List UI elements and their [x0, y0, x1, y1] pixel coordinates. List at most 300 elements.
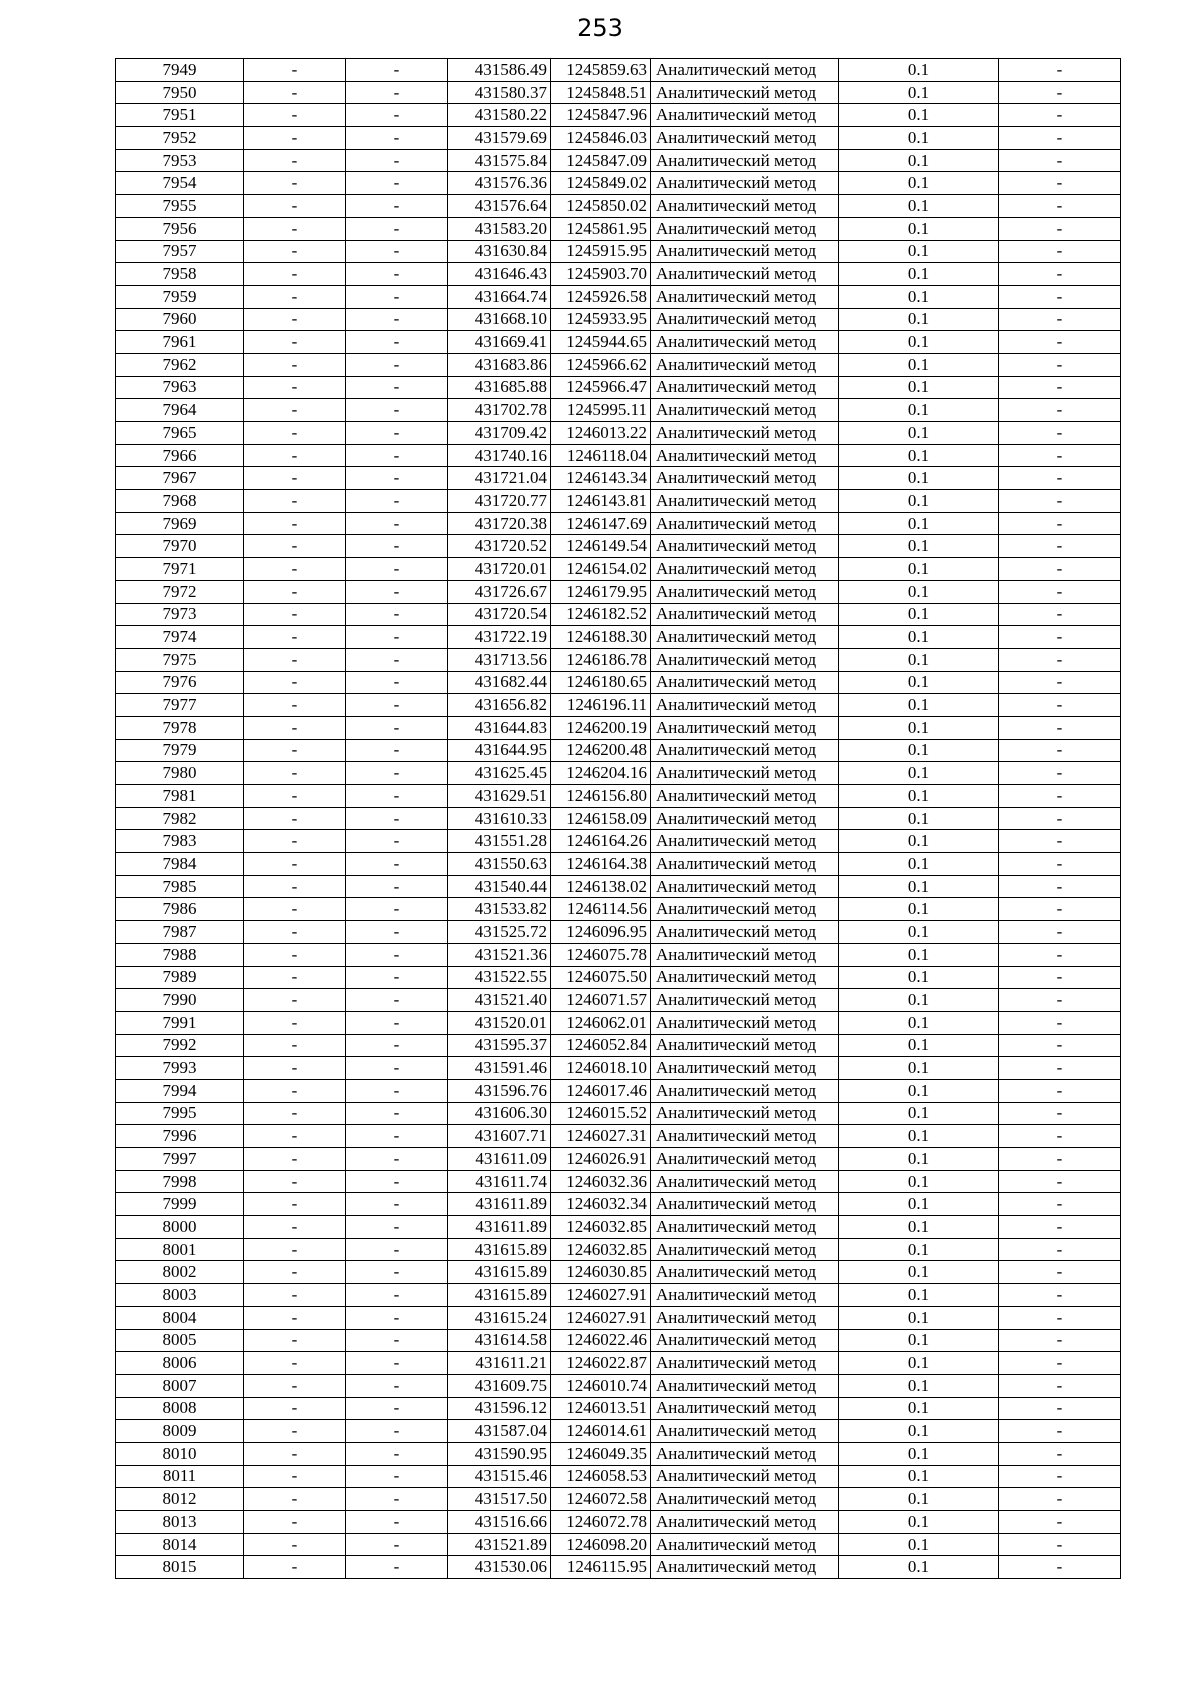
table-row	[116, 308, 1121, 331]
x-coordinate-cell: 431664.74	[448, 285, 551, 308]
method-cell: Аналитический метод	[651, 535, 839, 558]
empty-dash-cell: -	[346, 1556, 448, 1579]
empty-dash-cell: -	[244, 648, 346, 671]
method-cell: Аналитический метод	[651, 308, 839, 331]
y-coordinate-cell: 1246072.78	[551, 1511, 651, 1534]
method-cell: Аналитический метод	[651, 81, 839, 104]
table-row	[116, 353, 1121, 376]
empty-dash-cell: -	[244, 490, 346, 513]
method-cell: Аналитический метод	[651, 558, 839, 581]
description-dash-cell: -	[999, 1465, 1121, 1488]
accuracy-cell: 0.1	[839, 535, 999, 558]
accuracy-cell: 0.1	[839, 490, 999, 513]
table-row	[116, 694, 1121, 717]
y-coordinate-cell: 1246075.78	[551, 943, 651, 966]
method-cell: Аналитический метод	[651, 671, 839, 694]
y-coordinate-cell: 1245847.96	[551, 104, 651, 127]
point-number-cell: 7998	[116, 1170, 244, 1193]
point-number-cell: 8010	[116, 1442, 244, 1465]
description-dash-cell: -	[999, 807, 1121, 830]
table-row	[116, 399, 1121, 422]
empty-dash-cell: -	[244, 172, 346, 195]
x-coordinate-cell: 431720.38	[448, 512, 551, 535]
empty-dash-cell: -	[346, 762, 448, 785]
point-number-cell: 8013	[116, 1511, 244, 1534]
table-row	[116, 558, 1121, 581]
accuracy-cell: 0.1	[839, 1238, 999, 1261]
x-coordinate-cell: 431668.10	[448, 308, 551, 331]
x-coordinate-cell: 431614.58	[448, 1329, 551, 1352]
empty-dash-cell: -	[346, 1284, 448, 1307]
table-row	[116, 626, 1121, 649]
table-row	[116, 81, 1121, 104]
empty-dash-cell: -	[346, 921, 448, 944]
description-dash-cell: -	[999, 1397, 1121, 1420]
description-dash-cell: -	[999, 467, 1121, 490]
y-coordinate-cell: 1246143.81	[551, 490, 651, 513]
y-coordinate-cell: 1245847.09	[551, 149, 651, 172]
table-row	[116, 716, 1121, 739]
point-number-cell: 7972	[116, 580, 244, 603]
method-cell: Аналитический метод	[651, 1488, 839, 1511]
empty-dash-cell: -	[346, 1148, 448, 1171]
accuracy-cell: 0.1	[839, 558, 999, 581]
point-number-cell: 8008	[116, 1397, 244, 1420]
method-cell: Аналитический метод	[651, 127, 839, 150]
x-coordinate-cell: 431644.83	[448, 716, 551, 739]
y-coordinate-cell: 1246014.61	[551, 1420, 651, 1443]
empty-dash-cell: -	[346, 1057, 448, 1080]
empty-dash-cell: -	[346, 580, 448, 603]
point-number-cell: 8002	[116, 1261, 244, 1284]
table-row	[116, 376, 1121, 399]
y-coordinate-cell: 1245933.95	[551, 308, 651, 331]
y-coordinate-cell: 1246075.50	[551, 966, 651, 989]
description-dash-cell: -	[999, 1533, 1121, 1556]
empty-dash-cell: -	[346, 1125, 448, 1148]
method-cell: Аналитический метод	[651, 331, 839, 354]
x-coordinate-cell: 431580.37	[448, 81, 551, 104]
empty-dash-cell: -	[346, 989, 448, 1012]
table-row	[116, 149, 1121, 172]
method-cell: Аналитический метод	[651, 1374, 839, 1397]
empty-dash-cell: -	[244, 535, 346, 558]
x-coordinate-cell: 431625.45	[448, 762, 551, 785]
point-number-cell: 7970	[116, 535, 244, 558]
x-coordinate-cell: 431521.36	[448, 943, 551, 966]
empty-dash-cell: -	[346, 1352, 448, 1375]
accuracy-cell: 0.1	[839, 1148, 999, 1171]
empty-dash-cell: -	[244, 580, 346, 603]
method-cell: Аналитический метод	[651, 580, 839, 603]
method-cell: Аналитический метод	[651, 1420, 839, 1443]
x-coordinate-cell: 431607.71	[448, 1125, 551, 1148]
x-coordinate-cell: 431720.01	[448, 558, 551, 581]
y-coordinate-cell: 1246200.48	[551, 739, 651, 762]
empty-dash-cell: -	[346, 1170, 448, 1193]
table-row	[116, 535, 1121, 558]
description-dash-cell: -	[999, 558, 1121, 581]
empty-dash-cell: -	[244, 1284, 346, 1307]
accuracy-cell: 0.1	[839, 1352, 999, 1375]
method-cell: Аналитический метод	[651, 1034, 839, 1057]
method-cell: Аналитический метод	[651, 603, 839, 626]
empty-dash-cell: -	[244, 1556, 346, 1579]
description-dash-cell: -	[999, 399, 1121, 422]
x-coordinate-cell: 431522.55	[448, 966, 551, 989]
y-coordinate-cell: 1246200.19	[551, 716, 651, 739]
x-coordinate-cell: 431520.01	[448, 1011, 551, 1034]
accuracy-cell: 0.1	[839, 648, 999, 671]
method-cell: Аналитический метод	[651, 217, 839, 240]
empty-dash-cell: -	[346, 1034, 448, 1057]
table-row	[116, 580, 1121, 603]
x-coordinate-cell: 431579.69	[448, 127, 551, 150]
empty-dash-cell: -	[244, 308, 346, 331]
x-coordinate-cell: 431682.44	[448, 671, 551, 694]
accuracy-cell: 0.1	[839, 1442, 999, 1465]
description-dash-cell: -	[999, 716, 1121, 739]
table-row	[116, 217, 1121, 240]
table-row	[116, 671, 1121, 694]
x-coordinate-cell: 431611.21	[448, 1352, 551, 1375]
y-coordinate-cell: 1246010.74	[551, 1374, 651, 1397]
description-dash-cell: -	[999, 1261, 1121, 1284]
accuracy-cell: 0.1	[839, 1216, 999, 1239]
y-coordinate-cell: 1246164.26	[551, 830, 651, 853]
accuracy-cell: 0.1	[839, 1193, 999, 1216]
method-cell: Аналитический метод	[651, 1352, 839, 1375]
x-coordinate-cell: 431517.50	[448, 1488, 551, 1511]
method-cell: Аналитический метод	[651, 1511, 839, 1534]
x-coordinate-cell: 431646.43	[448, 263, 551, 286]
y-coordinate-cell: 1246022.46	[551, 1329, 651, 1352]
empty-dash-cell: -	[244, 898, 346, 921]
x-coordinate-cell: 431515.46	[448, 1465, 551, 1488]
table-row	[116, 104, 1121, 127]
point-number-cell: 7986	[116, 898, 244, 921]
empty-dash-cell: -	[244, 762, 346, 785]
table-row	[116, 1329, 1121, 1352]
accuracy-cell: 0.1	[839, 1374, 999, 1397]
empty-dash-cell: -	[244, 1125, 346, 1148]
empty-dash-cell: -	[244, 1170, 346, 1193]
table-row	[116, 807, 1121, 830]
y-coordinate-cell: 1246096.95	[551, 921, 651, 944]
y-coordinate-cell: 1245966.47	[551, 376, 651, 399]
point-number-cell: 7984	[116, 853, 244, 876]
table-row	[116, 1420, 1121, 1443]
point-number-cell: 7997	[116, 1148, 244, 1171]
empty-dash-cell: -	[244, 195, 346, 218]
accuracy-cell: 0.1	[839, 1079, 999, 1102]
page-number: 253	[577, 14, 623, 42]
accuracy-cell: 0.1	[839, 308, 999, 331]
description-dash-cell: -	[999, 1374, 1121, 1397]
method-cell: Аналитический метод	[651, 626, 839, 649]
table-row	[116, 1125, 1121, 1148]
accuracy-cell: 0.1	[839, 830, 999, 853]
accuracy-cell: 0.1	[839, 1102, 999, 1125]
table-row	[116, 1148, 1121, 1171]
point-number-cell: 7968	[116, 490, 244, 513]
method-cell: Аналитический метод	[651, 422, 839, 445]
empty-dash-cell: -	[244, 1442, 346, 1465]
description-dash-cell: -	[999, 59, 1121, 82]
description-dash-cell: -	[999, 240, 1121, 263]
x-coordinate-cell: 431615.24	[448, 1306, 551, 1329]
empty-dash-cell: -	[346, 1465, 448, 1488]
x-coordinate-cell: 431590.95	[448, 1442, 551, 1465]
accuracy-cell: 0.1	[839, 240, 999, 263]
table-row	[116, 1170, 1121, 1193]
x-coordinate-cell: 431525.72	[448, 921, 551, 944]
x-coordinate-cell: 431720.52	[448, 535, 551, 558]
table-row	[116, 285, 1121, 308]
empty-dash-cell: -	[244, 558, 346, 581]
method-cell: Аналитический метод	[651, 1533, 839, 1556]
table-row	[116, 467, 1121, 490]
empty-dash-cell: -	[244, 1193, 346, 1216]
description-dash-cell: -	[999, 490, 1121, 513]
y-coordinate-cell: 1246049.35	[551, 1442, 651, 1465]
description-dash-cell: -	[999, 580, 1121, 603]
point-number-cell: 8004	[116, 1306, 244, 1329]
point-number-cell: 7978	[116, 716, 244, 739]
empty-dash-cell: -	[244, 263, 346, 286]
table-row	[116, 943, 1121, 966]
empty-dash-cell: -	[244, 127, 346, 150]
table-row	[116, 762, 1121, 785]
empty-dash-cell: -	[244, 376, 346, 399]
point-number-cell: 7976	[116, 671, 244, 694]
method-cell: Аналитический метод	[651, 444, 839, 467]
empty-dash-cell: -	[244, 966, 346, 989]
description-dash-cell: -	[999, 263, 1121, 286]
point-number-cell: 7999	[116, 1193, 244, 1216]
empty-dash-cell: -	[244, 285, 346, 308]
table-row	[116, 1102, 1121, 1125]
empty-dash-cell: -	[346, 943, 448, 966]
empty-dash-cell: -	[346, 671, 448, 694]
empty-dash-cell: -	[244, 671, 346, 694]
table-row	[116, 444, 1121, 467]
point-number-cell: 7995	[116, 1102, 244, 1125]
empty-dash-cell: -	[244, 59, 346, 82]
x-coordinate-cell: 431644.95	[448, 739, 551, 762]
empty-dash-cell: -	[244, 785, 346, 808]
accuracy-cell: 0.1	[839, 1556, 999, 1579]
table-row	[116, 603, 1121, 626]
method-cell: Аналитический метод	[651, 1170, 839, 1193]
x-coordinate-cell: 431587.04	[448, 1420, 551, 1443]
empty-dash-cell: -	[346, 490, 448, 513]
point-number-cell: 7980	[116, 762, 244, 785]
accuracy-cell: 0.1	[839, 1261, 999, 1284]
method-cell: Аналитический метод	[651, 1079, 839, 1102]
description-dash-cell: -	[999, 739, 1121, 762]
x-coordinate-cell: 431609.75	[448, 1374, 551, 1397]
description-dash-cell: -	[999, 898, 1121, 921]
y-coordinate-cell: 1246017.46	[551, 1079, 651, 1102]
table-row	[116, 127, 1121, 150]
accuracy-cell: 0.1	[839, 104, 999, 127]
point-number-cell: 7990	[116, 989, 244, 1012]
table-row	[116, 853, 1121, 876]
description-dash-cell: -	[999, 671, 1121, 694]
description-dash-cell: -	[999, 331, 1121, 354]
empty-dash-cell: -	[244, 1465, 346, 1488]
empty-dash-cell: -	[244, 1238, 346, 1261]
method-cell: Аналитический метод	[651, 762, 839, 785]
empty-dash-cell: -	[346, 716, 448, 739]
empty-dash-cell: -	[244, 875, 346, 898]
method-cell: Аналитический метод	[651, 104, 839, 127]
empty-dash-cell: -	[244, 921, 346, 944]
accuracy-cell: 0.1	[839, 444, 999, 467]
x-coordinate-cell: 431550.63	[448, 853, 551, 876]
description-dash-cell: -	[999, 1216, 1121, 1239]
y-coordinate-cell: 1246179.95	[551, 580, 651, 603]
table-row	[116, 1442, 1121, 1465]
method-cell: Аналитический метод	[651, 399, 839, 422]
table-row	[116, 1034, 1121, 1057]
accuracy-cell: 0.1	[839, 989, 999, 1012]
method-cell: Аналитический метод	[651, 263, 839, 286]
point-number-cell: 7952	[116, 127, 244, 150]
empty-dash-cell: -	[346, 285, 448, 308]
coordinates-table	[115, 58, 1121, 1579]
empty-dash-cell: -	[244, 989, 346, 1012]
table-row	[116, 1193, 1121, 1216]
point-number-cell: 7955	[116, 195, 244, 218]
description-dash-cell: -	[999, 989, 1121, 1012]
y-coordinate-cell: 1245861.95	[551, 217, 651, 240]
point-number-cell: 7966	[116, 444, 244, 467]
accuracy-cell: 0.1	[839, 285, 999, 308]
description-dash-cell: -	[999, 1238, 1121, 1261]
point-number-cell: 7996	[116, 1125, 244, 1148]
empty-dash-cell: -	[244, 422, 346, 445]
point-number-cell: 7963	[116, 376, 244, 399]
empty-dash-cell: -	[346, 739, 448, 762]
empty-dash-cell: -	[346, 1079, 448, 1102]
y-coordinate-cell: 1246058.53	[551, 1465, 651, 1488]
description-dash-cell: -	[999, 1511, 1121, 1534]
method-cell: Аналитический метод	[651, 989, 839, 1012]
empty-dash-cell: -	[346, 1261, 448, 1284]
table-row	[116, 1488, 1121, 1511]
empty-dash-cell: -	[244, 1397, 346, 1420]
empty-dash-cell: -	[346, 626, 448, 649]
empty-dash-cell: -	[346, 830, 448, 853]
accuracy-cell: 0.1	[839, 1488, 999, 1511]
empty-dash-cell: -	[244, 943, 346, 966]
description-dash-cell: -	[999, 1556, 1121, 1579]
table-row	[116, 989, 1121, 1012]
method-cell: Аналитический метод	[651, 1193, 839, 1216]
point-number-cell: 8009	[116, 1420, 244, 1443]
table-row	[116, 1533, 1121, 1556]
y-coordinate-cell: 1246118.04	[551, 444, 651, 467]
method-cell: Аналитический метод	[651, 1556, 839, 1579]
y-coordinate-cell: 1245944.65	[551, 331, 651, 354]
y-coordinate-cell: 1246032.36	[551, 1170, 651, 1193]
method-cell: Аналитический метод	[651, 853, 839, 876]
empty-dash-cell: -	[346, 1216, 448, 1239]
x-coordinate-cell: 431709.42	[448, 422, 551, 445]
point-number-cell: 8011	[116, 1465, 244, 1488]
accuracy-cell: 0.1	[839, 580, 999, 603]
table-row	[116, 648, 1121, 671]
accuracy-cell: 0.1	[839, 127, 999, 150]
y-coordinate-cell: 1246052.84	[551, 1034, 651, 1057]
accuracy-cell: 0.1	[839, 1306, 999, 1329]
empty-dash-cell: -	[244, 626, 346, 649]
x-coordinate-cell: 431722.19	[448, 626, 551, 649]
y-coordinate-cell: 1246149.54	[551, 535, 651, 558]
x-coordinate-cell: 431530.06	[448, 1556, 551, 1579]
y-coordinate-cell: 1246115.95	[551, 1556, 651, 1579]
y-coordinate-cell: 1246196.11	[551, 694, 651, 717]
empty-dash-cell: -	[244, 603, 346, 626]
point-number-cell: 8014	[116, 1533, 244, 1556]
empty-dash-cell: -	[244, 1533, 346, 1556]
method-cell: Аналитический метод	[651, 240, 839, 263]
description-dash-cell: -	[999, 1102, 1121, 1125]
method-cell: Аналитический метод	[651, 59, 839, 82]
x-coordinate-cell: 431533.82	[448, 898, 551, 921]
description-dash-cell: -	[999, 422, 1121, 445]
empty-dash-cell: -	[244, 1511, 346, 1534]
table-row	[116, 331, 1121, 354]
empty-dash-cell: -	[346, 1420, 448, 1443]
empty-dash-cell: -	[244, 1034, 346, 1057]
point-number-cell: 7965	[116, 422, 244, 445]
point-number-cell: 7960	[116, 308, 244, 331]
description-dash-cell: -	[999, 308, 1121, 331]
table-row	[116, 59, 1121, 82]
accuracy-cell: 0.1	[839, 762, 999, 785]
accuracy-cell: 0.1	[839, 943, 999, 966]
method-cell: Аналитический метод	[651, 1148, 839, 1171]
empty-dash-cell: -	[244, 1374, 346, 1397]
empty-dash-cell: -	[244, 1261, 346, 1284]
accuracy-cell: 0.1	[839, 1533, 999, 1556]
table-row	[116, 830, 1121, 853]
empty-dash-cell: -	[244, 1306, 346, 1329]
empty-dash-cell: -	[244, 716, 346, 739]
point-number-cell: 7958	[116, 263, 244, 286]
y-coordinate-cell: 1246186.78	[551, 648, 651, 671]
point-number-cell: 7962	[116, 353, 244, 376]
point-number-cell: 7989	[116, 966, 244, 989]
y-coordinate-cell: 1246164.38	[551, 853, 651, 876]
description-dash-cell: -	[999, 217, 1121, 240]
empty-dash-cell: -	[244, 399, 346, 422]
point-number-cell: 8006	[116, 1352, 244, 1375]
point-number-cell: 7982	[116, 807, 244, 830]
x-coordinate-cell: 431726.67	[448, 580, 551, 603]
x-coordinate-cell: 431669.41	[448, 331, 551, 354]
y-coordinate-cell: 1246027.31	[551, 1125, 651, 1148]
x-coordinate-cell: 431583.20	[448, 217, 551, 240]
point-number-cell: 7954	[116, 172, 244, 195]
empty-dash-cell: -	[346, 399, 448, 422]
empty-dash-cell: -	[346, 1329, 448, 1352]
point-number-cell: 7993	[116, 1057, 244, 1080]
empty-dash-cell: -	[244, 217, 346, 240]
